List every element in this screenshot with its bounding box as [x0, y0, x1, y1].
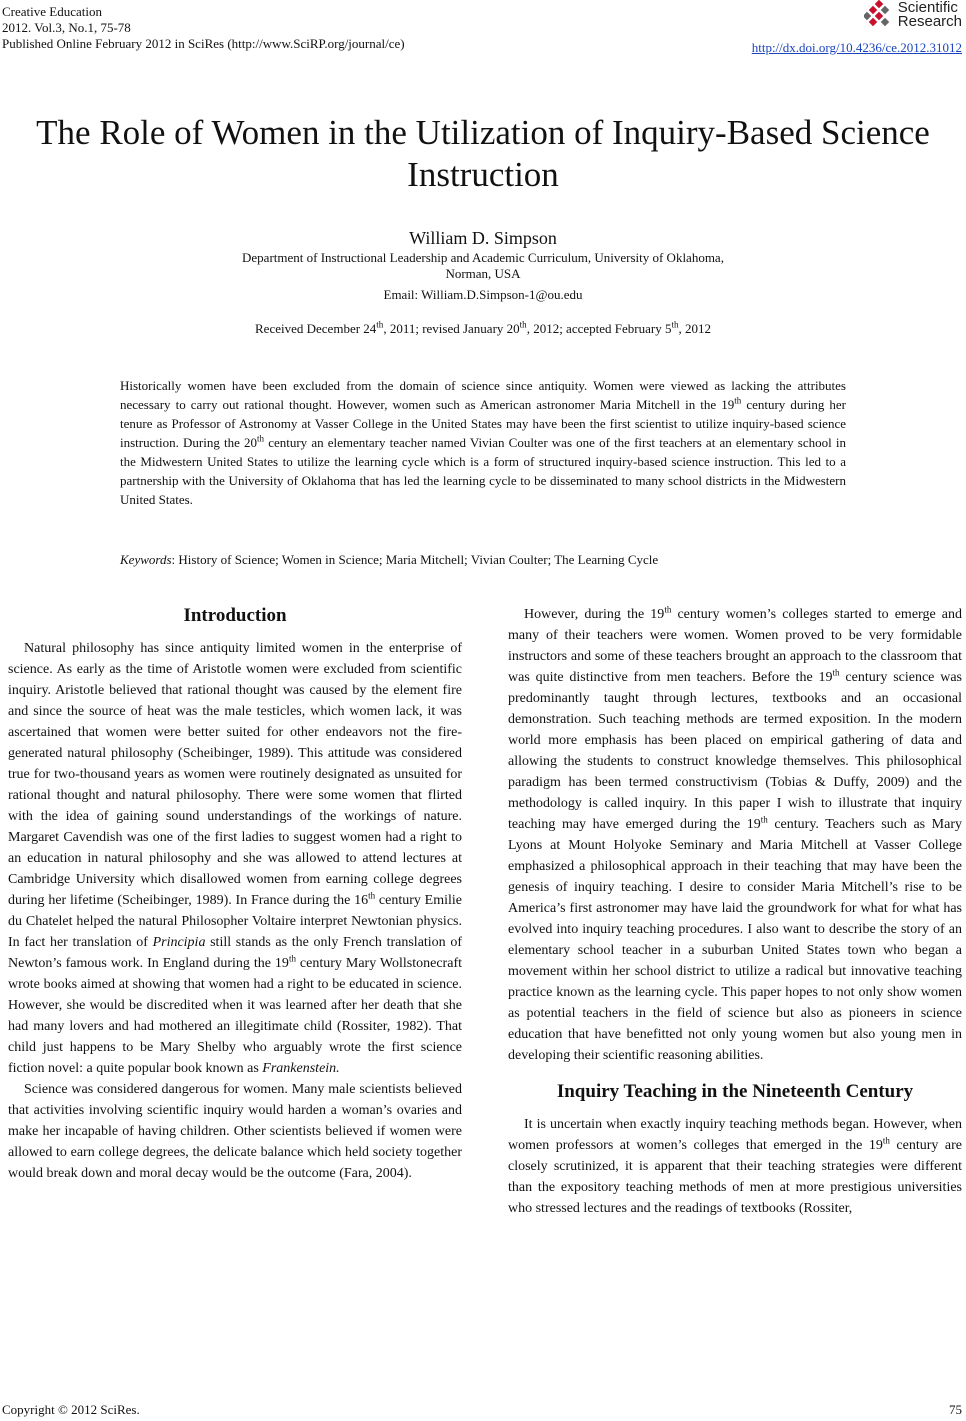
- section-heading-inquiry-teaching: Inquiry Teaching in the Nineteenth Century: [556, 1081, 914, 1102]
- affiliation-line-1: Department of Instructional Leadership and Academic Curriculum, University of Oklahoma,: [242, 250, 724, 265]
- journal-header: [2, 4, 405, 52]
- paragraph: Natural philosophy has since antiquity limited women in the enterprise of science. As early as the time of Aristotle women were excluded from scientific inquiry. Aristotle believed that rational thought was caused by the element fire and since the source of heat was the male testicles, which women lack, it was ascertained that women were better suited for other endeavors not the fire-generated natural philosophy (Scheibinger, 1989). This attitude was considered true for two-thousand years as women were routinely designated as unsuited for rational thought and natural philosophy. There were some women that flirted with the idea of gaining sound understandings of the workings of nature. Margaret Cavendish was one of the first ladies to suggest women had a right to an education in natural philosophy and she was allowed to attend lectures at Cambridge University which disallowed women from earning college degrees during her lifetime (Scheibinger, 1989). In France during the 16th century Emilie du Chatelet helped the natural Philosopher Voltaire interpret Newtonian physics. In fact her translation of Principia still stands as the only French translation of Newton’s famous work. In England during the 19th century Mary Wollstonecraft wrote books aimed at showing that women had a right to be educated in science. However, she would be discredited when it was learned after her death that she had many lovers and had mothered an illegitimate child (Rossiter, 1982). That child just happens to be Mary Shelby who arguably wrote the first science fiction novel: a quite popular book known as Frankenstein.: [8, 641, 462, 1076]
- logo-text-line2: Research: [897, 13, 962, 30]
- journal-volume: 2012. Vol.3, No.1, 75-78: [2, 20, 131, 35]
- author-email: Email: William.D.Simpson-1@ou.edu: [383, 287, 583, 302]
- abstract: Historically women have been excluded from the domain of science since antiquity. Women were viewed as lacking the attributes necessary to carry out rational thought. However, women such as American astronomer Maria Mitchell in the 19th century during her tenure as Professor of Astronomy at Vasser College in the United States may have been the first scientist to utilize inquiry-based science instruction. During the 20th century an elementary teacher named Vivian Coulter was one of the first teachers at an elementary school in the Midwestern United States to utilize the learning cycle which is a form of structured inquiry-based science instruction. This led to a partnership with the University of Oklahoma that has led the learning cycle to be disseminated to many school districts in the Midwestern United States.: [120, 378, 846, 507]
- keywords-label: Keywords: [120, 552, 172, 567]
- paper-title: The Role of Women in the Utilization of Inquiry-Based Science Instruction: [36, 113, 930, 194]
- journal-name: Creative Education: [2, 4, 102, 19]
- keywords: [120, 552, 846, 568]
- paragraph: It is uncertain when exactly inquiry teaching methods began. However, when women professors at women’s colleges that emerged in the 19th century are closely scrutinized, it is apparent that their teaching strategies were different than the expository teaching methods of men at more prestigious universities who stressed lectures and the readings of textbooks (Rossiter,: [508, 1117, 962, 1216]
- paragraph: However, during the 19th century women’s colleges started to emerge and many of their teachers were women. Women proved to be very formidable instructors and some of these teachers brought an approach to the classroom that was quite distinctive from men teachers. Before the 19th century science was predominantly taught through lectures, textbooks and an occasional demonstration. Such teaching methods are termed exposition. In the modern world more emphasis has been placed on empirical gathering of data and allowing the students to construct knowledge themselves. This philosophical paradigm has been termed constructivism (Tobias & Duffy, 2009) and the methodology is called inquiry. In this paper I wish to illustrate that inquiry teaching may have emerged during the 19th century. Teachers such as Mary Lyons at Mount Holyoke Seminary and Maria Mitchell at Vasser College emphasized a philosophical approach in their teaching that may have been the genesis of inquiry teaching. I desire to consider Maria Mitchell’s rise to be America’s first astronomer may have laid the groundwork for what for what has evolved into inquiry teaching procedures. I also want to describe the story of an elementary school teacher in a suburban United States town who began a movement within her school district to utilize a radical but innovative teaching practice known as the learning cycle. This paper hopes to not only show women as potential teachers in the field of science but also as pioneers in science education that have benefitted not only young women but also young men in developing their scientific reasoning abilities.: [508, 604, 963, 1063]
- affiliation-line-2: Norman, USA: [445, 266, 521, 281]
- left-column: [8, 604, 462, 1184]
- page-number: 75: [949, 1402, 962, 1417]
- section-heading-introduction: Introduction: [183, 605, 287, 626]
- doi-link[interactable]: http://dx.doi.org/10.4236/ce.2012.31012: [751, 40, 962, 55]
- publication-info: Published Online February 2012 in SciRes (http://www.SciRP.org/journal/ce): [2, 36, 405, 51]
- scientific-research-logo-icon: [864, 0, 894, 30]
- paragraph: Science was considered dangerous for women. Many male scientists believed that activities involving scientific inquiry would harden a woman’s ovaries and make her incapable of having children. Other scientists believed if women were allowed to earn college degrees, the delicate balance which held society together would break down and moral decay would be the outcome (Fara, 2004).: [8, 1082, 462, 1181]
- publisher-logo: [752, 0, 962, 30]
- publisher-header: [752, 0, 962, 56]
- author-name: William D. Simpson: [409, 228, 557, 248]
- author-affiliation: [0, 250, 966, 282]
- keywords-list: : History of Science; Women in Science; Maria Mitchell; Vivian Coulter; The Learning Cycle: [171, 552, 659, 567]
- right-column: [508, 604, 962, 1219]
- copyright-notice: Copyright © 2012 SciRes.: [2, 1402, 140, 1417]
- received-dates: Received December 24th, 2011; revised January 20th, 2012; accepted February 5th, 2012: [255, 319, 711, 336]
- logo-text-line1: Scientific: [897, 0, 958, 16]
